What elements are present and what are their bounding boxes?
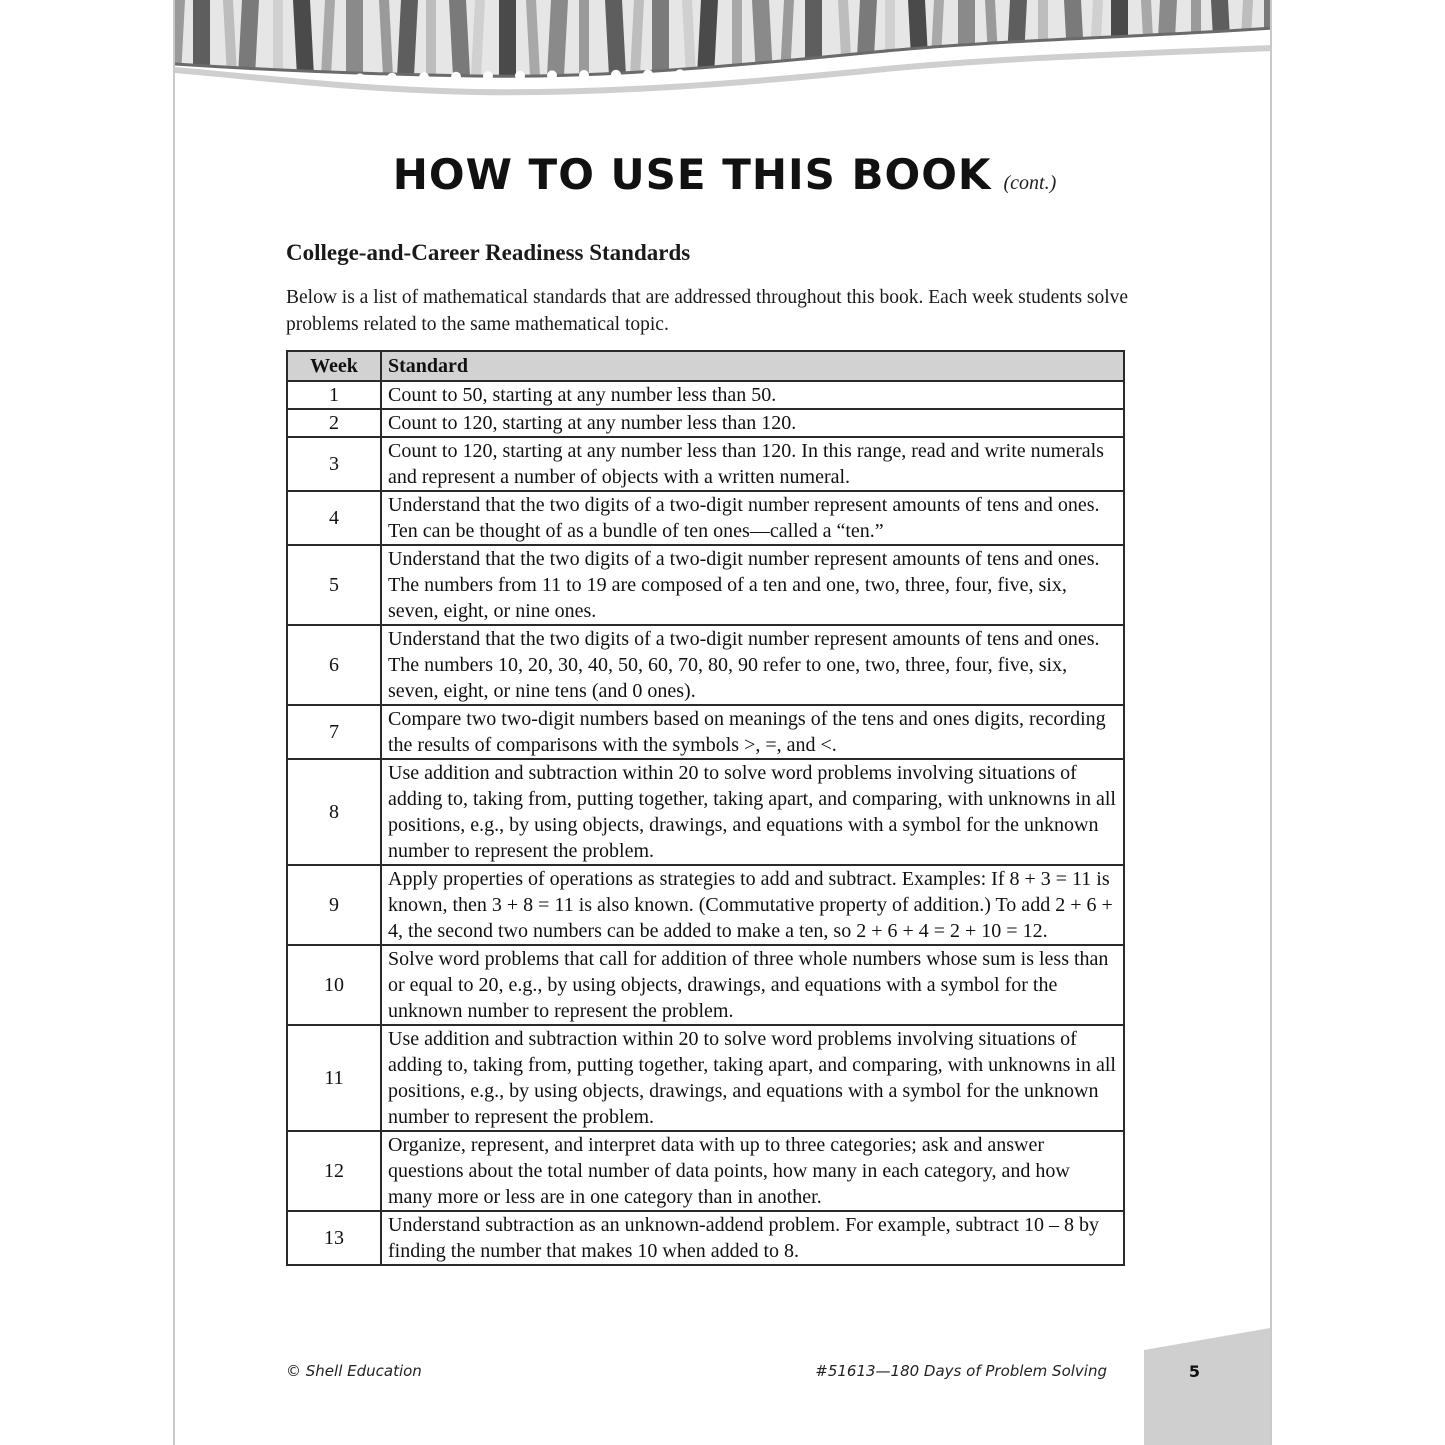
week-cell: 1 bbox=[287, 381, 381, 409]
week-cell: 5 bbox=[287, 545, 381, 625]
week-cell: 2 bbox=[287, 409, 381, 437]
table-row bbox=[287, 381, 1124, 409]
page-title-suffix: (cont.) bbox=[1003, 172, 1057, 194]
page-title-block bbox=[175, 150, 1272, 199]
standard-cell: Solve word problems that call for addition of three whole numbers whose sum is less than or equal to 20, e.g., by using objects, drawings, and equations with a symbol for the unknown number to represent the problem. bbox=[381, 945, 1124, 1025]
table-row bbox=[287, 545, 1124, 625]
standard-cell: Use addition and subtraction within 20 to solve word problems involving situations of adding to, taking from, putting together, taking apart, and comparing, with unknowns in all positions, e.g., by using objects, drawings, and equations with a symbol for the unknown number to represent the problem. bbox=[381, 1025, 1124, 1131]
standard-cell: Count to 50, starting at any number less than 50. bbox=[381, 381, 1124, 409]
standard-cell: Understand that the two digits of a two-digit number represent amounts of tens and ones. The numbers from 11 to 19 are composed of a ten and one, two, three, four, five, six, seven, eight, or nine ones. bbox=[381, 545, 1124, 625]
week-cell: 7 bbox=[287, 705, 381, 759]
footer-publisher: © Shell Education bbox=[286, 1362, 422, 1380]
book-page bbox=[173, 0, 1272, 1445]
standard-column-header: Standard bbox=[381, 351, 1124, 381]
week-cell: 12 bbox=[287, 1131, 381, 1211]
standard-cell: Understand that the two digits of a two-digit number represent amounts of tens and ones. Ten can be thought of as a bundle of ten ones—called a “ten.” bbox=[381, 491, 1124, 545]
table-row bbox=[287, 625, 1124, 705]
week-cell: 4 bbox=[287, 491, 381, 545]
week-cell: 9 bbox=[287, 865, 381, 945]
table-row bbox=[287, 705, 1124, 759]
week-cell: 8 bbox=[287, 759, 381, 865]
table-header-row bbox=[287, 351, 1124, 381]
footer-book-title: #51613—180 Days of Problem Solving bbox=[815, 1362, 1107, 1380]
week-cell: 11 bbox=[287, 1025, 381, 1131]
table-row bbox=[287, 491, 1124, 545]
standard-cell: Use addition and subtraction within 20 to solve word problems involving situations of adding to, taking from, putting together, taking apart, and comparing, with unknowns in all positions, e.g., by using objects, drawings, and equations with a symbol for the unknown number to represent the problem. bbox=[381, 759, 1124, 865]
table-row bbox=[287, 409, 1124, 437]
table-row bbox=[287, 759, 1124, 865]
standards-table bbox=[286, 350, 1125, 1266]
standard-cell: Apply properties of operations as strategies to add and subtract. Examples: If 8 + 3 = 11 is known, then 3 + 8 = 11 is also known. (Commutative property of addition.) To add 2 + 6 + 4, the second two numbers can be added to make a ten, so 2 + 6 + 4 = 2 + 10 = 12. bbox=[381, 865, 1124, 945]
standard-cell: Count to 120, starting at any number less than 120. In this range, read and write numerals and represent a number of objects with a written numeral. bbox=[381, 437, 1124, 491]
standard-cell: Understand that the two digits of a two-digit number represent amounts of tens and ones. The numbers 10, 20, 30, 40, 50, 60, 70, 80, 90 refer to one, two, three, four, five, six, seven, eight, or nine tens (and 0 ones). bbox=[381, 625, 1124, 705]
week-column-header: Week bbox=[287, 351, 381, 381]
intro-paragraph: Below is a list of mathematical standards that are addressed throughout this book. Each week students solve problems related to the same mathematical topic. bbox=[286, 287, 1129, 335]
table-row bbox=[287, 1211, 1124, 1265]
table-row bbox=[287, 1025, 1124, 1131]
table-row bbox=[287, 945, 1124, 1025]
table-row bbox=[287, 437, 1124, 491]
table-row bbox=[287, 865, 1124, 945]
decorative-stripe-banner bbox=[175, 0, 1272, 110]
table-row bbox=[287, 1131, 1124, 1211]
standard-cell: Compare two two-digit numbers based on meanings of the tens and ones digits, recording the results of comparisons with the symbols >, =, and <. bbox=[381, 705, 1124, 759]
week-cell: 6 bbox=[287, 625, 381, 705]
week-cell: 3 bbox=[287, 437, 381, 491]
week-cell: 10 bbox=[287, 945, 381, 1025]
section-heading: College-and-Career Readiness Standards bbox=[286, 240, 691, 265]
standard-cell: Understand subtraction as an unknown-addend problem. For example, subtract 10 – 8 by finding the number that makes 10 when added to 8. bbox=[381, 1211, 1124, 1265]
standard-cell: Count to 120, starting at any number less than 120. bbox=[381, 409, 1124, 437]
standard-cell: Organize, represent, and interpret data with up to three categories; ask and answer questions about the total number of data points, how many in each category, and how many more or less are in one category than in another. bbox=[381, 1131, 1124, 1211]
page-number: 5 bbox=[1188, 1362, 1200, 1381]
page-title: HOW TO USE THIS BOOK bbox=[392, 150, 992, 199]
week-cell: 13 bbox=[287, 1211, 381, 1265]
page-number-tab bbox=[1144, 1328, 1270, 1445]
